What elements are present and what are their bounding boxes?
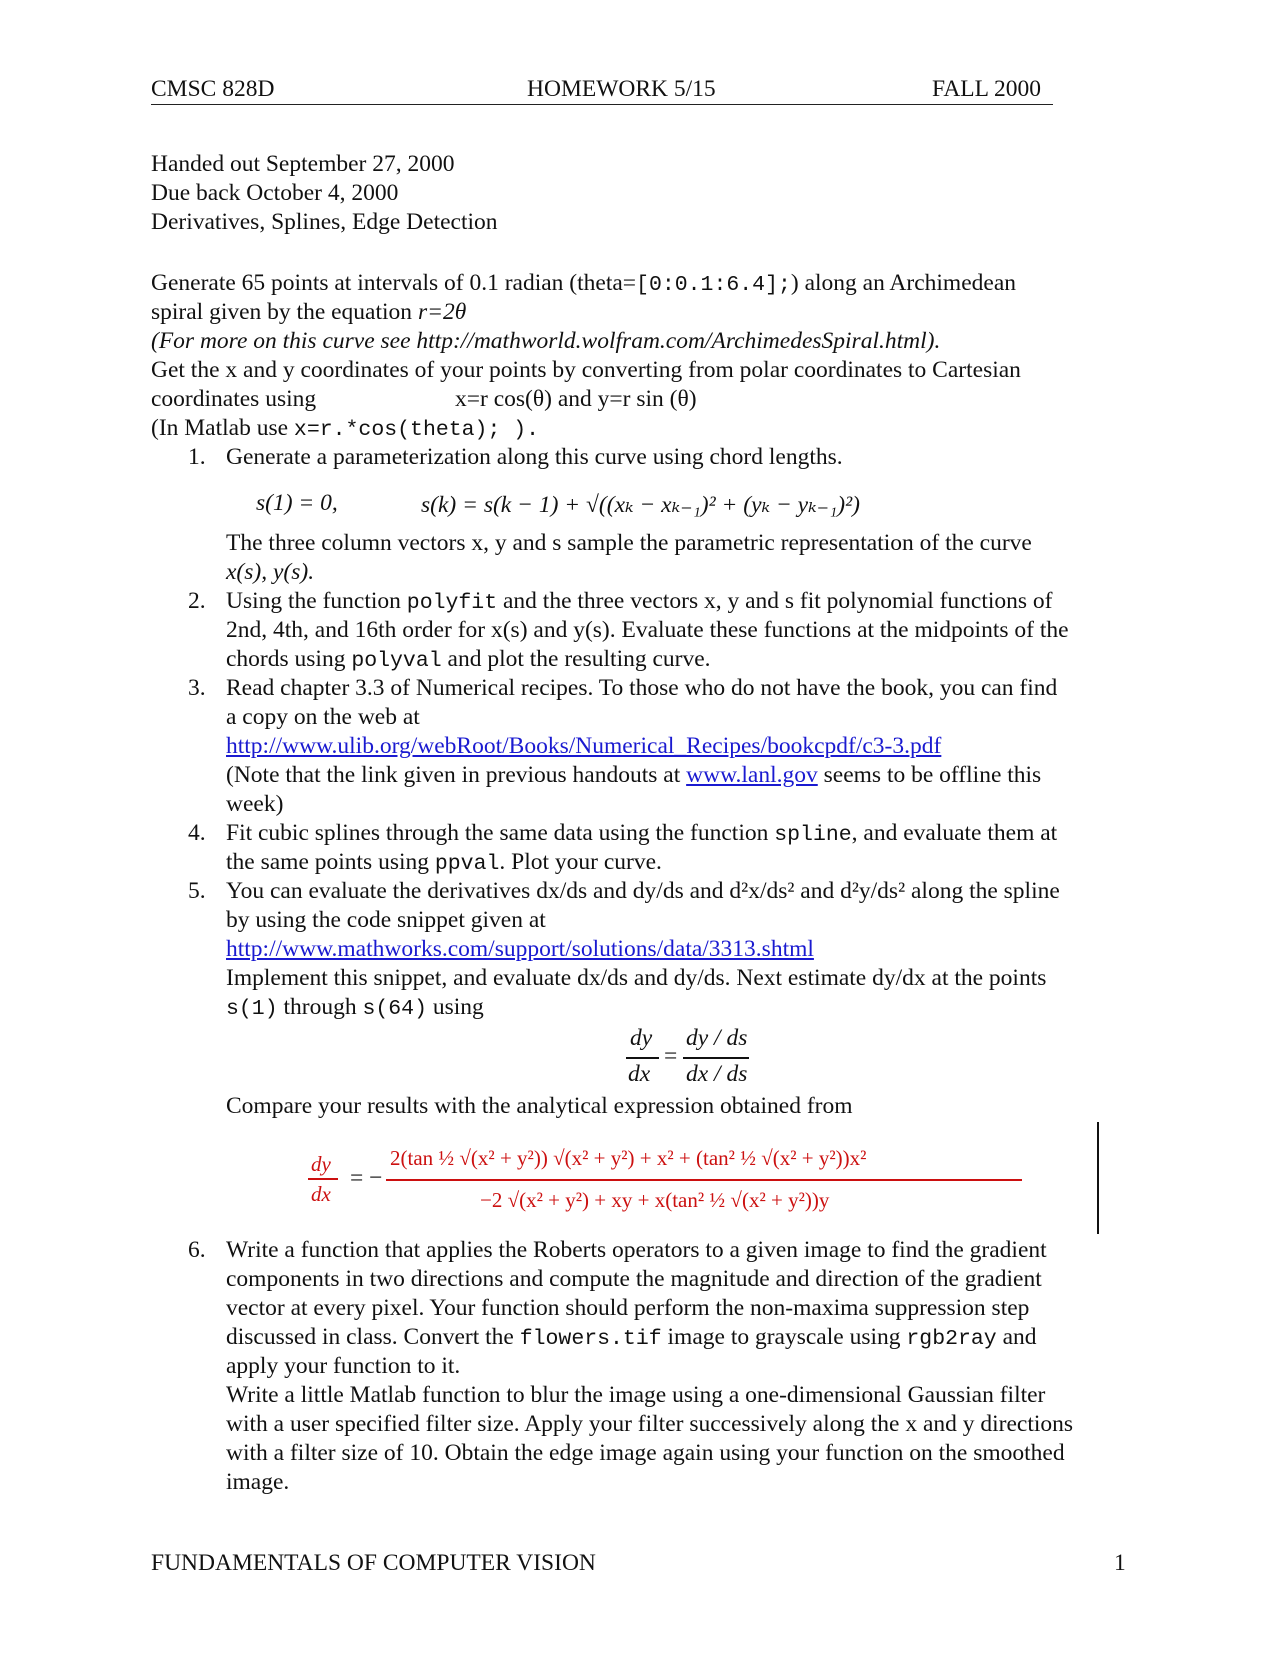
intro-line-1 [151, 270, 1016, 297]
term: FALL 2000 [932, 76, 1042, 102]
item-6-line-7: with a user specified filter size. Apply your filter successively along the x and y directions [226, 1411, 1074, 1437]
item-text: the same points using [226, 849, 435, 875]
flowers-code: flowers.tif [519, 1327, 662, 1351]
item-3-line-4 [226, 762, 1041, 789]
item-text: and [996, 1324, 1037, 1350]
item-text: and plot the resulting curve. [441, 646, 711, 672]
course-code: CMSC 828D [151, 76, 275, 102]
polyval-code: polyval [351, 649, 442, 673]
item-1-line-2: The three column vectors x, y and s sample the parametric representation of the curve [226, 530, 1032, 556]
item-number: 4. [188, 820, 206, 846]
numerical-recipes-link[interactable] [226, 733, 941, 760]
item-3-line-2: a copy on the web at [226, 704, 420, 730]
item-2-line-3 [226, 646, 711, 673]
item-6-line-8: with a filter size of 10. Obtain the edge image again using your function on the smoothed [226, 1440, 1065, 1466]
big-main-bar [386, 1179, 1022, 1181]
intro-text: Generate 65 points at intervals of 0.1 radian (theta= [151, 270, 637, 296]
item-1-text: Generate a parameterization along this curve using chord lengths. [226, 444, 843, 470]
item-2-line-1 [226, 588, 1053, 615]
numerical-recipes-link-text[interactable]: http://www.ulib.org/webRoot/Books/Numerical_Recipes/bookcpdf/c3-3.pdf [226, 733, 942, 759]
intro-line-6 [151, 415, 539, 442]
mathworks-link-text[interactable]: http://www.mathworks.com/support/solutions/data/3313.shtml [226, 936, 814, 962]
item-5-line-4: Implement this snippet, and evaluate dx/ds and dy/ds. Next estimate dy/dx at the points [226, 965, 1047, 991]
intro-line-4: Get the x and y coordinates of your points by converting from polar coordinates to Cartesian [151, 357, 1021, 383]
item-5-line-1: You can evaluate the derivatives dx/ds and dy/ds and d²x/ds² and d²y/ds² along the spline [226, 878, 1060, 904]
item-3-line-5: week) [226, 791, 284, 817]
item-text: Using the function [226, 588, 407, 614]
vertical-rule [1097, 1122, 1099, 1234]
page-header [151, 76, 1053, 105]
page-number: 1 [1114, 1550, 1126, 1576]
item-number: 6. [188, 1237, 206, 1263]
s1-code: s(1) [226, 997, 278, 1021]
intro-line-5 [151, 386, 316, 413]
item-4-line-1 [226, 820, 1057, 847]
item-2-line-2: 2nd, 4th, and 16th order for x(s) and y(s). Evaluate these functions at the midpoints of the [226, 617, 1069, 643]
lanl-link[interactable]: www.lanl.gov [686, 762, 818, 788]
big-lhs-den: dx [311, 1182, 331, 1206]
spline-code: spline [774, 823, 852, 847]
big-denominator: −2 √(x² + y²) + xy + x(tan² ½ √(x² + y²))y [480, 1188, 830, 1212]
item-6-line-5: apply your function to it. [226, 1353, 461, 1379]
intro-text: ) along an Archimedean [790, 270, 1016, 296]
frac-equals: = [664, 1043, 678, 1069]
item-text: chords using [226, 646, 352, 672]
item-6-line-1: Write a function that applies the Roberts operators to a given image to find the gradient [226, 1237, 1047, 1263]
item-text: and the three vectors x, y and s fit polynomial functions of [497, 588, 1053, 614]
ppval-code: ppval [434, 852, 500, 876]
item-6-line-2: components in two directions and compute the magnitude and direction of the gradient [226, 1266, 1042, 1292]
big-equals: = − [350, 1165, 383, 1191]
item-4-line-2 [226, 849, 662, 876]
item-text: discussed in class. Convert the [226, 1324, 520, 1350]
item-text: Fit cubic splines through the same data using the function [226, 820, 775, 846]
intro-text: coordinates using [151, 386, 317, 412]
item-text: (Note that the link given in previous handouts at [226, 762, 687, 788]
item-number: 5. [188, 878, 206, 904]
big-lhs-bar [308, 1178, 338, 1180]
homework-title: HOMEWORK 5/15 [527, 76, 716, 102]
frac-lhs-den: dx [628, 1061, 651, 1087]
due-date: Due back October 4, 2000 [151, 180, 399, 206]
item-5-line-2: by using the code snippet given at [226, 907, 546, 933]
spiral-equation: r=2θ [417, 299, 467, 325]
matlab-code: x=r.*cos(theta); ). [293, 418, 540, 442]
item-6-line-6: Write a little Matlab function to blur the image using a one-dimensional Gaussian filter [226, 1382, 1046, 1408]
frac-rhs-den: dx / ds [686, 1061, 748, 1087]
big-lhs-num: dy [311, 1152, 331, 1176]
chord-eq-left: s(1) = 0, [256, 490, 338, 516]
footer-course-name: FUNDAMENTALS OF COMPUTER VISION [151, 1550, 596, 1576]
item-text: , and evaluate them at [851, 820, 1058, 846]
item-5-line-6: Compare your results with the analytical expression obtained from [226, 1093, 853, 1119]
s64-code: s(64) [362, 997, 427, 1021]
item-number: 2. [188, 588, 206, 614]
item-6-line-4 [226, 1324, 1037, 1351]
intro-mathworld-note: (For more on this curve see http://mathworld.wolfram.com/ArchimedesSpiral.html). [151, 328, 941, 354]
item-text: using [426, 994, 484, 1020]
big-numerator: 2(tan ½ √(x² + y²)) √(x² + y²) + x² + (tan² ½ √(x² + y²))x² [390, 1146, 867, 1170]
item-3-line-1: Read chapter 3.3 of Numerical recipes. To those who do not have the book, you can find [226, 675, 1058, 701]
chord-eq-right: s(k) = s(k − 1) + √((xₖ − xₖ₋₁)² + (yₖ − yₖ₋₁)²) [421, 492, 860, 518]
rgb2ray-code: rgb2ray [906, 1327, 997, 1351]
theta-code: [0:0.1:6.4]; [636, 273, 791, 297]
intro-text: spiral given by the equation [151, 299, 418, 325]
mathworks-link[interactable] [226, 936, 814, 963]
item-text: image to grayscale using [661, 1324, 907, 1350]
item-1-line-3: x(s), y(s). [226, 559, 315, 585]
frac-rhs-bar [683, 1057, 749, 1059]
intro-text: (In Matlab use [151, 415, 294, 441]
item-text: . Plot your curve. [499, 849, 662, 875]
item-6-line-3: vector at every pixel. Your function should perform the non-maxima suppression step [226, 1295, 1030, 1321]
item-number: 3. [188, 675, 206, 701]
intro-line-2 [151, 299, 466, 326]
topics: Derivatives, Splines, Edge Detection [151, 209, 498, 235]
item-6-line-9: image. [226, 1469, 290, 1495]
handed-out-date: Handed out September 27, 2000 [151, 151, 455, 177]
item-text: through [277, 994, 363, 1020]
frac-lhs-bar [626, 1057, 659, 1059]
frac-lhs-num: dy [630, 1025, 653, 1051]
conversion-equation: x=r cos(θ) and y=r sin (θ) [455, 386, 697, 412]
item-number: 1. [188, 444, 206, 470]
frac-rhs-num: dy / ds [686, 1025, 748, 1051]
item-text: seems to be offline this [817, 762, 1042, 788]
item-5-line-5 [226, 994, 484, 1021]
polyfit-code: polyfit [406, 591, 498, 615]
